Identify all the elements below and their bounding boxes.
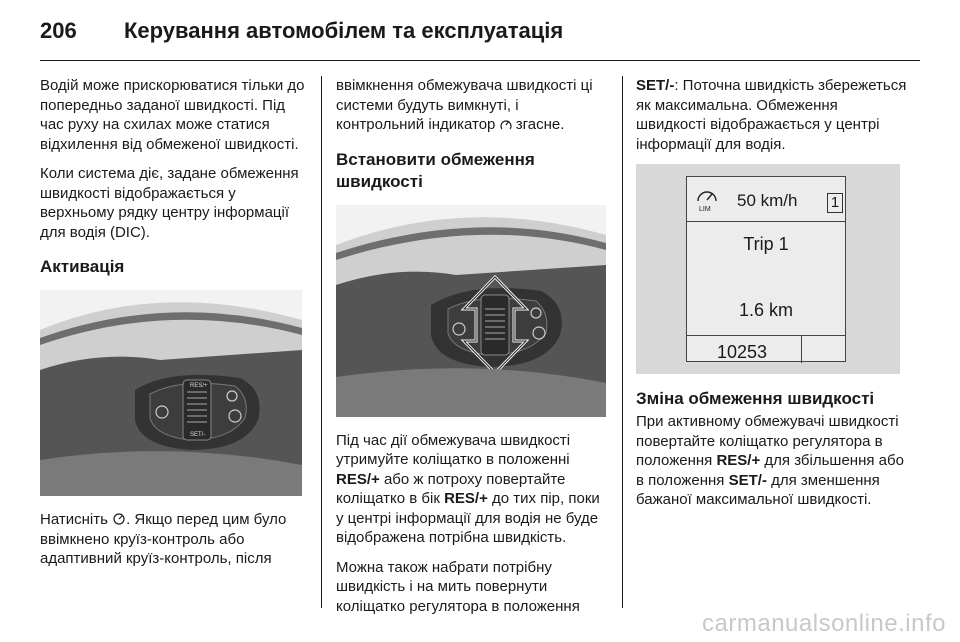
paragraph: ввімкнення обмежувача швидкості ці системи будуть вимкнуті, і контрольний індикатор згасне. [336, 77, 593, 133]
paragraph: Під час дії обмежувача швидкості утримуйте коліщатко в положенні RES/+ або ж потроху повертайте коліщатко в бік RES/+ до тих пір, поки у центрі інформації для водія не буде відображена потрібна швидкість. [336, 431, 600, 546]
set-label: SET/- [190, 432, 206, 438]
dic-odometer: 10253 [717, 342, 768, 362]
dic-distance: 1.6 km [738, 300, 794, 320]
steering-wheel-roller-figure [336, 205, 606, 417]
speed-limiter-icon [695, 187, 719, 213]
column-divider [622, 76, 623, 608]
res-label: RES/+ [190, 383, 208, 389]
paragraph: SET/-: Поточна швидкість збережеться як максимальна. Обмеження швидкості відображається у центрі інформації для водія. [636, 77, 907, 153]
dic-divider [687, 221, 845, 222]
paragraph: Коли система діє, задане обмеження швидкості відображається у верхньому рядку центру інформації для водія (DIC). [40, 165, 299, 241]
paragraph: Водій може прискорюватися тільки до попередньо заданої швидкості. Під час руху на схилах може статися відхилення від обмеженої швидкості. [40, 77, 305, 153]
dic-divider [687, 335, 845, 336]
column-2 [336, 76, 606, 626]
cruise-control-icon [500, 117, 512, 131]
page-number: 206 [40, 18, 77, 43]
watermark: carmanualsonline.info [702, 610, 946, 637]
speed-limiter-icon [112, 512, 126, 526]
dic-trip: Trip 1 [743, 234, 789, 254]
driver-information-center-figure [636, 164, 900, 374]
page-title: Керування автомобілем та експлуатація [124, 18, 564, 43]
heading-activation: Активація [40, 257, 125, 276]
paragraph: Натисніть . Якщо перед цим було ввімкнено круїз-контроль або адаптивний круїз-контроль, після [40, 511, 287, 567]
steering-wheel-figure [40, 290, 302, 496]
heading-set-limit: Встановити обмеження швидкості [336, 149, 535, 191]
column-1 [40, 76, 310, 579]
paragraph: Можна також набрати потрібну швидкість і на мить повернути коліщатко регулятора в положення [336, 558, 580, 615]
paragraph: При активному обмежувачі швидкості повертайте коліщатко регулятора в положення RES/+ для збільшення або в положення SET/- для зменшення бажаної максимальної швидкості. [636, 413, 904, 508]
column-divider [321, 76, 322, 608]
dic-page-box: 1 [827, 193, 843, 213]
heading-change-limit: Зміна обмеження швидкості [636, 389, 875, 408]
page-header [40, 18, 920, 60]
dic-divider [801, 335, 802, 363]
header-rule [40, 60, 920, 61]
column-3 [636, 76, 911, 520]
dic-display [686, 176, 846, 362]
dic-speed: 50 km/h [737, 191, 798, 210]
lim-label: LIM [699, 206, 711, 213]
